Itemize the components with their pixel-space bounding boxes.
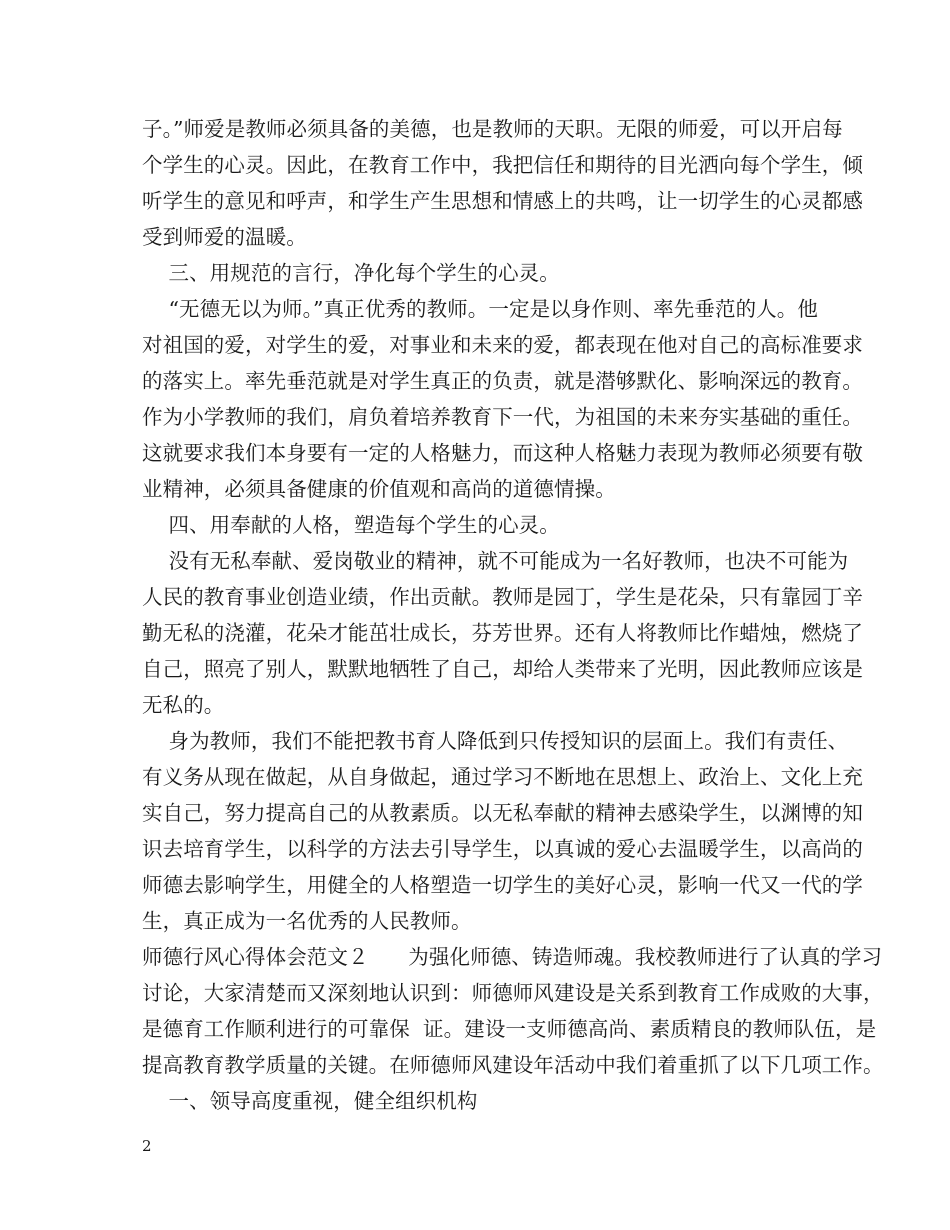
text-line: 是德育工作顺利进行的可靠保 证。建设一支师德高尚、素质精良的教师队伍，是 — [142, 1017, 877, 1041]
section-heading: 三、用规范的言行，净化每个学生的心灵。 — [142, 261, 560, 285]
text-line: 自己，照亮了别人，默默地牺牲了自己，却给人类带来了光明，因此教师应该是 — [142, 657, 863, 681]
text-line: 子。”师爱是教师必须具备的美德，也是教师的天职。无限的师爱，可以开启每 — [142, 117, 843, 141]
text-line: 受到师爱的温暖。 — [142, 225, 307, 249]
text-line: 作为小学教师的我们，肩负着培养教育下一代，为祖国的未来夯实基础的重任。 — [142, 405, 863, 429]
text-line: 识去培育学生，以科学的方法去引导学生，以真诚的爱心去温暖学生，以高尚的 — [142, 837, 863, 861]
text-line: 有义务从现在做起，从自身做起，通过学习不断地在思想上、政治上、文化上充 — [142, 765, 863, 789]
text-line: 提高教育教学质量的关键。在师德师风建设年活动中我们着重抓了以下几项工作。 — [142, 1053, 884, 1077]
text-line: 听学生的意见和呼声，和学生产生思想和情感上的共鸣，让一切学生的心灵都感 — [142, 189, 863, 213]
text-line: 讨论，大家清楚而又深刻地认识到：师德师风建设是关系到教育工作成败的大事， — [142, 981, 884, 1005]
page-number: 2 — [142, 1137, 152, 1155]
text-line: 对祖国的爱，对学生的爱，对事业和未来的爱，都表现在他对自己的高标准要求 — [142, 333, 863, 357]
text-line: 生，真正成为一名优秀的人民教师。 — [142, 909, 472, 933]
section-heading: 四、用奉献的人格，塑造每个学生的心灵。 — [142, 513, 560, 537]
text-line: 个学生的心灵。因此，在教育工作中，我把信任和期待的目光洒向每个学生，倾 — [142, 153, 863, 177]
text-line: 无私的。 — [142, 693, 225, 717]
text-line: 身为教师，我们不能把教书育人降低到只传授知识的层面上。我们有责任、 — [142, 729, 849, 753]
text-line: 这就要求我们本身要有一定的人格魅力，而这种人格魅力表现为教师必须要有敬 — [142, 441, 863, 465]
text-line: “无德无以为师。”真正优秀的教师。一定是以身作则、率先垂范的人。他 — [142, 297, 818, 321]
article-title-line: 师德行风心得体会范文２ 为强化师德、铸造师魂。我校教师进行了认真的学习 — [142, 945, 883, 969]
text-line: 师德去影响学生，用健全的人格塑造一切学生的美好心灵，影响一代又一代的学 — [142, 873, 863, 897]
text-line: 勤无私的浇灌，花朵才能茁壮成长，芬芳世界。还有人将教师比作蜡烛，燃烧了 — [142, 621, 863, 645]
text-line: 实自己，努力提高自己的从教素质。以无私奉献的精神去感染学生，以渊博的知 — [142, 801, 863, 825]
text-line: 业精神，必须具备健康的价值观和高尚的道德情操。 — [142, 477, 616, 501]
text-line: 人民的教育事业创造业绩，作出贡献。教师是园丁，学生是花朵，只有靠园丁辛 — [142, 585, 863, 609]
text-line: 没有无私奉献、爱岗敬业的精神，就不可能成为一名好教师，也决不可能为 — [142, 549, 849, 573]
text-line: 的落实上。率先垂范就是对学生真正的负责，就是潜够默化、影响深远的教育。 — [142, 369, 863, 393]
section-heading: 一、领导高度重视，健全组织机构 — [142, 1089, 478, 1113]
